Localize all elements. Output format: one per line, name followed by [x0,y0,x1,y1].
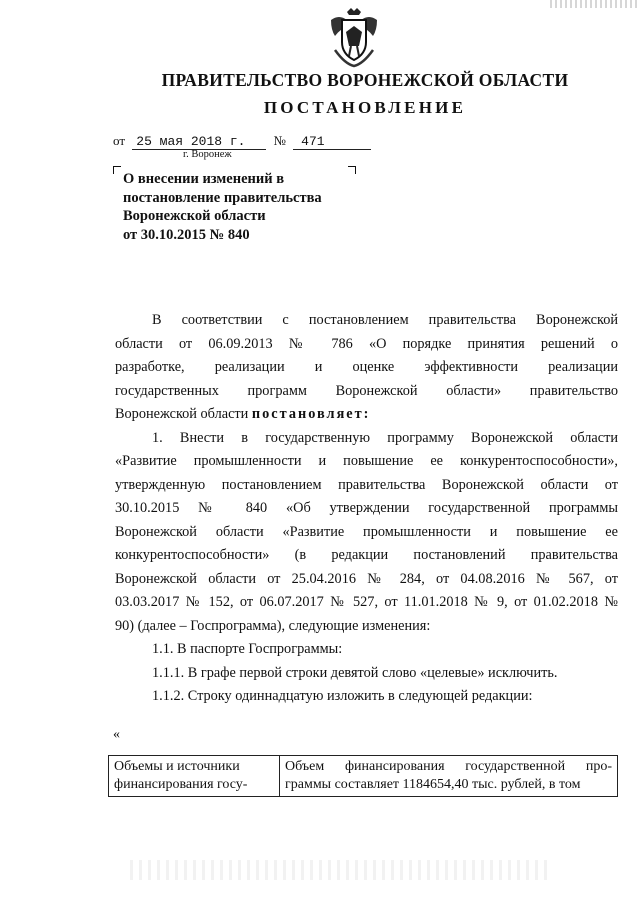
body-line: 1.1. В паспорте Госпрограммы: [152,641,343,657]
table-cell-right [280,756,618,797]
body-line: разработке, реализации и оценке эффективности реализации [115,359,618,375]
subject-line: от 30.10.2015 № 840 [123,227,250,244]
document-subject [123,170,322,245]
financing-table [108,755,618,797]
cell-line: Объем финансирования государственной про- [285,759,612,774]
subject-line: О внесении изменений в [123,171,285,187]
table-row [109,756,618,797]
opening-quote: « [113,727,120,742]
body-line: «Развитие промышленности и повышение ее конкурентоспособности», [115,453,618,469]
body-line: утвержденную постановлением правительства Воронежской области от [115,476,618,493]
subject-line: постановление правительства [123,189,322,206]
scan-artifact [550,0,640,8]
table-cell-left [109,756,280,797]
subject-corner-left [113,166,121,174]
date-number-row [113,133,371,150]
body-line [115,403,618,427]
body-line: 1.1.1. В графе первой строки девятой слово «целевые» исключить. [152,664,558,681]
document-body [115,309,618,709]
subject-line: Воронежской области [123,208,266,225]
document-date: 25 мая 2018 г. [132,134,266,150]
scan-artifact [130,860,550,880]
body-line: государственных программ Воронежской области» правительство [115,382,618,399]
subject-corner-right [348,166,356,174]
body-line: конкурентоспособности» (в редакции постановлений правительства [115,547,618,563]
cell-line: Объемы и источники [114,759,240,774]
body-line: В соответствии с постановлением правительства Воронежской [152,312,618,328]
number-label: № [273,133,286,148]
government-name: ПРАВИТЕЛЬСТВО ВОРОНЕЖСКОЙ ОБЛАСТИ [161,70,569,90]
resolves-word: постановляет: [251,406,371,422]
body-line: 30.10.2015 № 840 «Об утверждении государственной программы [115,500,618,516]
document-type: ПОСТАНОВЛЕНИЕ [263,98,467,117]
body-line: 1. Внести в государственную программу Воронежской области [152,429,618,446]
city: г. Воронеж [183,149,232,160]
coat-of-arms-icon [325,6,383,70]
cell-line: финансирования госу- [114,777,248,792]
body-line: 1.1.2. Строку одиннадцатую изложить в следующей редакции: [152,688,533,704]
body-text: Воронежской области [115,406,252,422]
body-line: области от 06.09.2013 № 786 «О порядке принятия решений о [115,335,618,352]
cell-line: граммы составляет 1184654,40 тыс. рублей, в том [285,777,581,792]
body-line: 03.03.2017 № 152, от 06.07.2017 № 527, от 11.01.2018 № 9, от 01.02.2018 № [115,594,618,610]
body-line: 90) (далее – Госпрограмма), следующие изменения: [115,617,431,634]
document-number: 471 [293,134,371,150]
date-label: от [113,133,126,148]
body-line: Воронежской области от 25.04.2016 № 284, от 04.08.2016 № 567, от [115,570,618,587]
body-line: Воронежской области «Развитие промышленности и повышение ее [115,523,618,540]
